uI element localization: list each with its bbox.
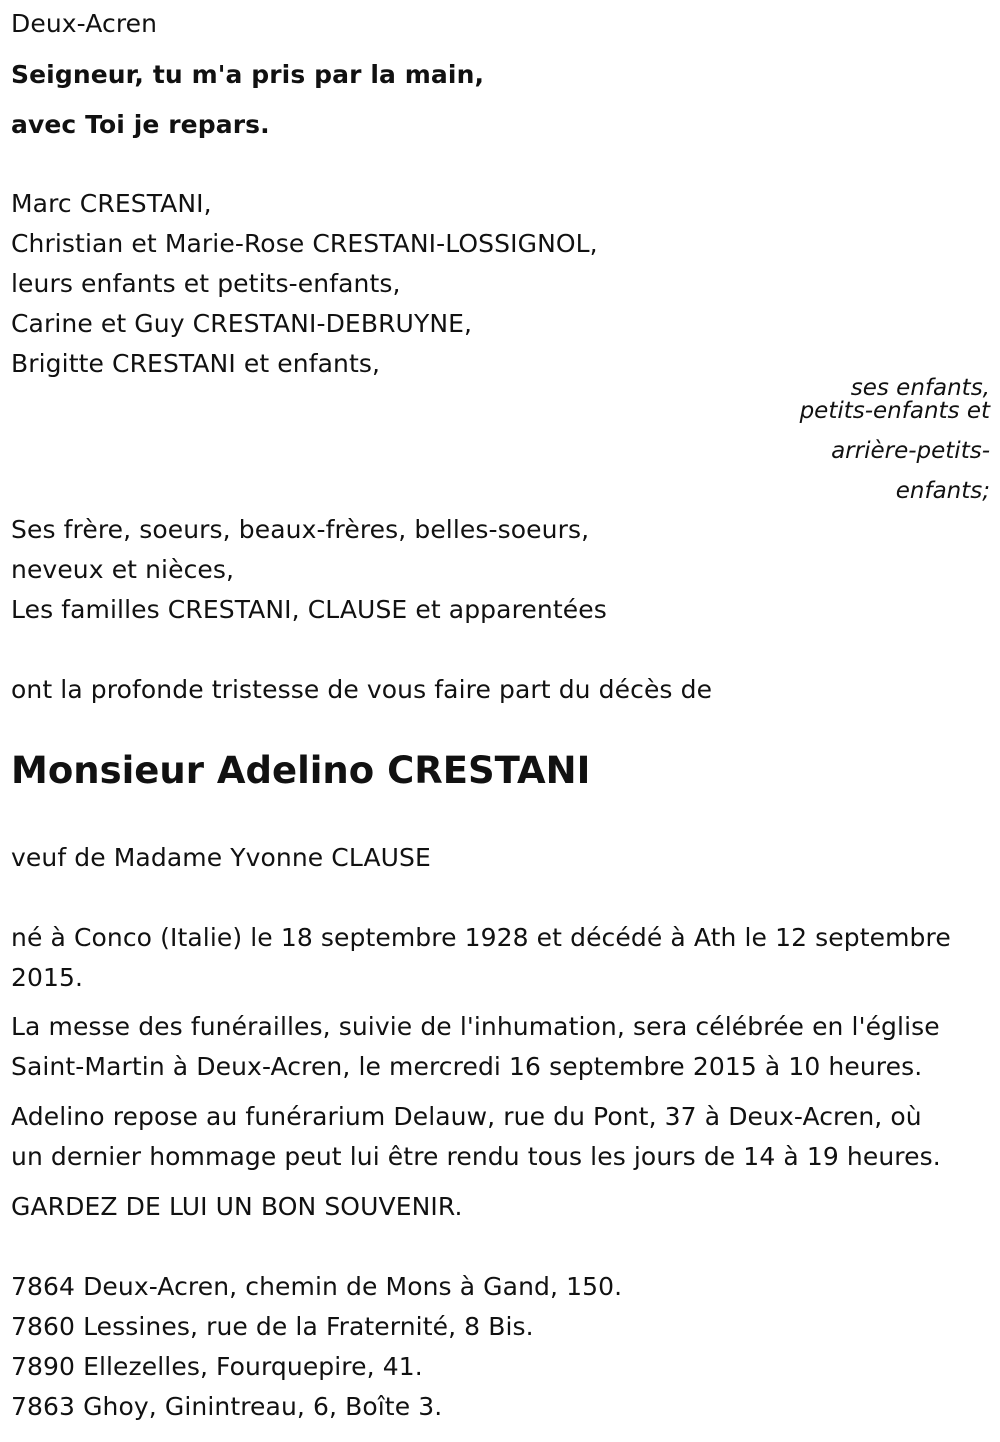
address-line: 7890 Ellezelles, Fourquepire, 41.: [11, 1352, 423, 1381]
address-line: 7860 Lessines, rue de la Fraternité, 8 Bis.: [11, 1312, 534, 1341]
family-line: Carine et Guy CRESTANI-DEBRUYNE,: [11, 309, 473, 338]
birth-death-line: 2015.: [11, 963, 84, 992]
address-line: 7864 Deux-Acren, chemin de Mons à Gand, 150.: [11, 1272, 623, 1301]
closing-text: GARDEZ DE LUI UN BON SOUVENIR.: [11, 1192, 463, 1221]
family-summary-line: ses enfants,: [850, 375, 990, 401]
location-header: Deux-Acren: [11, 9, 158, 38]
family-summary-line: enfants;: [895, 478, 990, 504]
relatives-line: neveux et nièces,: [11, 555, 235, 584]
visitation-line: un dernier hommage peut lui être rendu tous les jours de 14 à 19 heures.: [11, 1142, 941, 1171]
visitation-line: Adelino repose au funérarium Delauw, rue du Pont, 37 à Deux-Acren, où: [11, 1102, 922, 1131]
ceremony-line: Saint-Martin à Deux-Acren, le mercredi 16 septembre 2015 à 10 heures.: [11, 1052, 923, 1081]
announcement-text: ont la profonde tristesse de vous faire part du décès de: [11, 675, 713, 704]
address-line: 7863 Ghoy, Ginintreau, 6, Boîte 3.: [11, 1392, 443, 1421]
epigraph-line-1: Seigneur, tu m'a pris par la main,: [11, 60, 485, 89]
family-line: Christian et Marie-Rose CRESTANI-LOSSIGNOL,: [11, 229, 598, 258]
spouse-text: veuf de Madame Yvonne CLAUSE: [11, 843, 431, 872]
birth-death-line: né à Conco (Italie) le 18 septembre 1928 et décédé à Ath le 12 septembre: [11, 923, 951, 952]
family-line: leurs enfants et petits-enfants,: [11, 269, 401, 298]
relatives-line: Ses frère, soeurs, beaux-frères, belles-soeurs,: [11, 515, 590, 544]
deceased-name: Monsieur Adelino CRESTANI: [11, 749, 591, 792]
relatives-line: Les familles CRESTANI, CLAUSE et apparentées: [11, 595, 607, 624]
family-summary-line: petits-enfants et: [799, 398, 990, 424]
ceremony-line: La messe des funérailles, suivie de l'inhumation, sera célébrée en l'église: [11, 1012, 940, 1041]
family-line: Marc CRESTANI,: [11, 189, 212, 218]
family-line: Brigitte CRESTANI et enfants,: [11, 349, 381, 378]
family-summary-line: arrière-petits-: [831, 438, 990, 464]
epigraph-line-2: avec Toi je repars.: [11, 110, 270, 139]
